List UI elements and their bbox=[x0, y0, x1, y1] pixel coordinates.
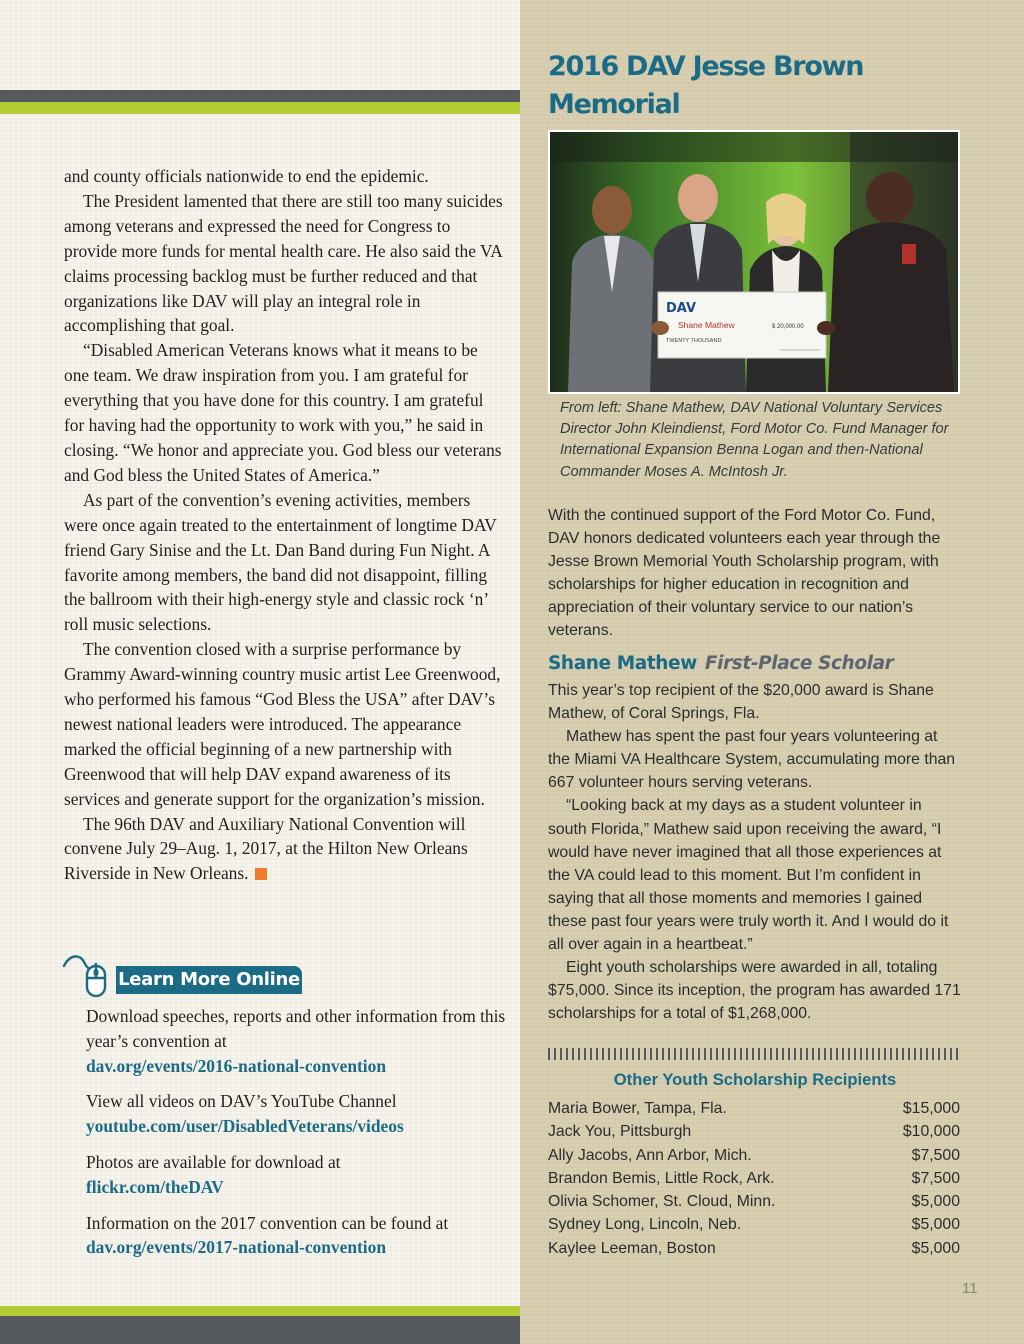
resource-description: View all videos on DAV’s YouTube Channel bbox=[86, 1091, 397, 1112]
recipient-row bbox=[548, 1190, 960, 1213]
recipient-amount: $15,000 bbox=[902, 1100, 960, 1117]
mouse-icon bbox=[62, 952, 112, 998]
recipient-name: Maria Bower, Tampa, Fla. bbox=[548, 1100, 727, 1117]
recipient-row bbox=[548, 1167, 960, 1190]
check-payee: Shane Mathew bbox=[678, 320, 735, 330]
scholar-heading bbox=[548, 652, 968, 676]
article-paragraph-text: The 96th DAV and Auxiliary National Convention will convene July 29–Aug. 1, 2017, at the Hilton New Orleans Riverside in New Orleans. bbox=[64, 813, 468, 884]
learn-more-header bbox=[62, 952, 322, 998]
check-amount-words: TWENTY THOUSAND bbox=[666, 338, 722, 344]
end-mark-icon bbox=[255, 868, 267, 880]
resource-description: Download speeches, reports and other information from this year’s convention at bbox=[86, 1006, 506, 1051]
resource-description: Photos are available for download at bbox=[86, 1151, 341, 1172]
resource-item bbox=[86, 1211, 506, 1261]
youtube-channel-link[interactable]: youtube.com/user/DisabledVeterans/videos bbox=[86, 1116, 404, 1137]
recipient-amount: $5,000 bbox=[911, 1193, 960, 1211]
recipient-name: Sydney Long, Lincoln, Neb. bbox=[548, 1216, 742, 1234]
recipient-row bbox=[548, 1237, 960, 1260]
recipient-name: Jack You, Pittsburgh bbox=[548, 1123, 692, 1141]
recipient-row bbox=[548, 1213, 960, 1236]
resource-item bbox=[86, 1150, 506, 1200]
recipient-row bbox=[548, 1144, 960, 1167]
page-number: 11 bbox=[962, 1280, 978, 1297]
scholar-name: Shane Mathew bbox=[548, 653, 697, 674]
flickr-link[interactable]: flickr.com/theDAV bbox=[86, 1176, 224, 1197]
recipient-amount: $7,500 bbox=[911, 1146, 960, 1164]
top-divider-gray bbox=[0, 90, 520, 102]
bottom-divider-green bbox=[0, 1306, 520, 1316]
story-paragraph: “Looking back at my days as a student volunteer in south Florida,” Mathew said upon receiving the award, “I would have never imagined that all those experiences at the VA could lead to this moment. But I’m confident in saying that all those moments and memories I gained these past four years were truly worth it. And I would do it all over again in a heartbeat.” bbox=[548, 797, 949, 954]
resource-item bbox=[86, 1089, 506, 1139]
article-paragraph: The convention closed with a surprise performance by Grammy Award-winning country music artist Lee Greenwood, who performed his famous “God Bless the USA” after DAV’s newest national leaders were introduced. The appearance marked the official beginning of a new partnership with Greenwood that will help DAV expand awareness of its services and generate support for the organization’s mission. bbox=[64, 639, 501, 809]
learn-more-label: Learn More Online bbox=[116, 966, 302, 994]
scholarship-photo bbox=[548, 130, 960, 394]
recipient-name: Brandon Bemis, Little Rock, Ark. bbox=[548, 1169, 775, 1187]
check-logo: DAV bbox=[666, 301, 697, 316]
top-divider-green bbox=[0, 102, 520, 114]
recipient-name: Olivia Schomer, St. Cloud, Minn. bbox=[548, 1193, 776, 1211]
article-paragraph: The President lamented that there are still too many suicides among veterans and expressed the need for Congress to provide more funds for mental health care. He also said the VA claims processing backlog must be further reduced and that organizations like DAV will play an integral role in accomplishing that goal. bbox=[64, 190, 503, 336]
recipient-row bbox=[548, 1120, 960, 1143]
photo-illustration bbox=[550, 132, 958, 392]
resource-description: Information on the 2017 convention can be found at bbox=[86, 1212, 449, 1233]
scholar-title: First-Place Scholar bbox=[704, 653, 894, 674]
recipient-name: Ally Jacobs, Ann Arbor, Mich. bbox=[548, 1146, 752, 1164]
article-paragraph-last bbox=[64, 812, 504, 887]
article-body bbox=[64, 164, 504, 886]
photo-caption: From left: Shane Mathew, DAV National Voluntary Services Director John Kleindienst, Ford Motor Co. Fund Manager for International Expansion Benna Logan and then-National Commander Moses A. McIntosh Jr. bbox=[560, 400, 949, 480]
convention-2017-link[interactable]: dav.org/events/2017-national-convention bbox=[86, 1237, 386, 1258]
article-paragraph: and county officials nationwide to end the epidemic. bbox=[64, 166, 429, 186]
check-amount: $ 20,000.00 bbox=[772, 324, 804, 330]
recipient-name: Kaylee Leeman, Boston bbox=[548, 1239, 716, 1257]
recipient-amount: $5,000 bbox=[911, 1216, 960, 1234]
bottom-divider-gray bbox=[0, 1316, 520, 1344]
recipient-row bbox=[548, 1097, 960, 1120]
resource-item bbox=[86, 1004, 506, 1078]
section-divider bbox=[548, 1048, 962, 1060]
other-recipients-title: Other Youth Scholarship Recipients bbox=[613, 1070, 897, 1089]
story-paragraph: This year’s top recipient of the $20,000 award is Shane Mathew, of Coral Springs, Fla. bbox=[548, 682, 934, 723]
scholarship-intro: With the continued support of the Ford Motor Co. Fund, DAV honors dedicated volunteers each year through the Jesse Brown Memorial Youth Scholarship program, with scholarships for higher education in recognition and appreciation of their voluntary service to our nation’s veterans. bbox=[548, 507, 941, 640]
scholar-story bbox=[548, 679, 962, 1025]
recipients-table bbox=[548, 1097, 960, 1260]
recipient-amount: $7,500 bbox=[911, 1169, 960, 1187]
article-paragraph: As part of the convention’s evening activities, members were once again treated to the entertainment of longtime DAV friend Gary Sinise and the Lt. Dan Band during Fun Night. A favorite among members, the band did not disappoint, filling the ballroom with their high-energy style and classic rock ‘n’ roll music selections. bbox=[64, 489, 497, 635]
convention-2016-link[interactable]: dav.org/events/2016-national-convention bbox=[86, 1055, 386, 1076]
article-paragraph: “Disabled American Veterans knows what it means to be one team. We draw inspiration from you. I am grateful for everything that you have done for this country. I am grateful for having had the opportunity to work with you,” he said in closing. “We honor and appreciate you. God bless our veterans and God bless the United States of America.” bbox=[64, 340, 502, 485]
story-paragraph: Eight youth scholarships were awarded in all, totaling $75,000. Since its inception, the program has awarded 171 scholarships for a total of $1,268,000. bbox=[548, 959, 961, 1023]
story-paragraph: Mathew has spent the past four years volunteering at the Miami VA Healthcare System, accumulating more than 667 volunteer hours serving veterans. bbox=[548, 728, 956, 792]
headline-line: 2016 DAV Jesse Brown Memorial bbox=[548, 51, 864, 120]
resource-list bbox=[86, 1004, 506, 1271]
recipient-amount: $5,000 bbox=[911, 1239, 960, 1257]
recipient-amount: $10,000 bbox=[902, 1123, 960, 1141]
